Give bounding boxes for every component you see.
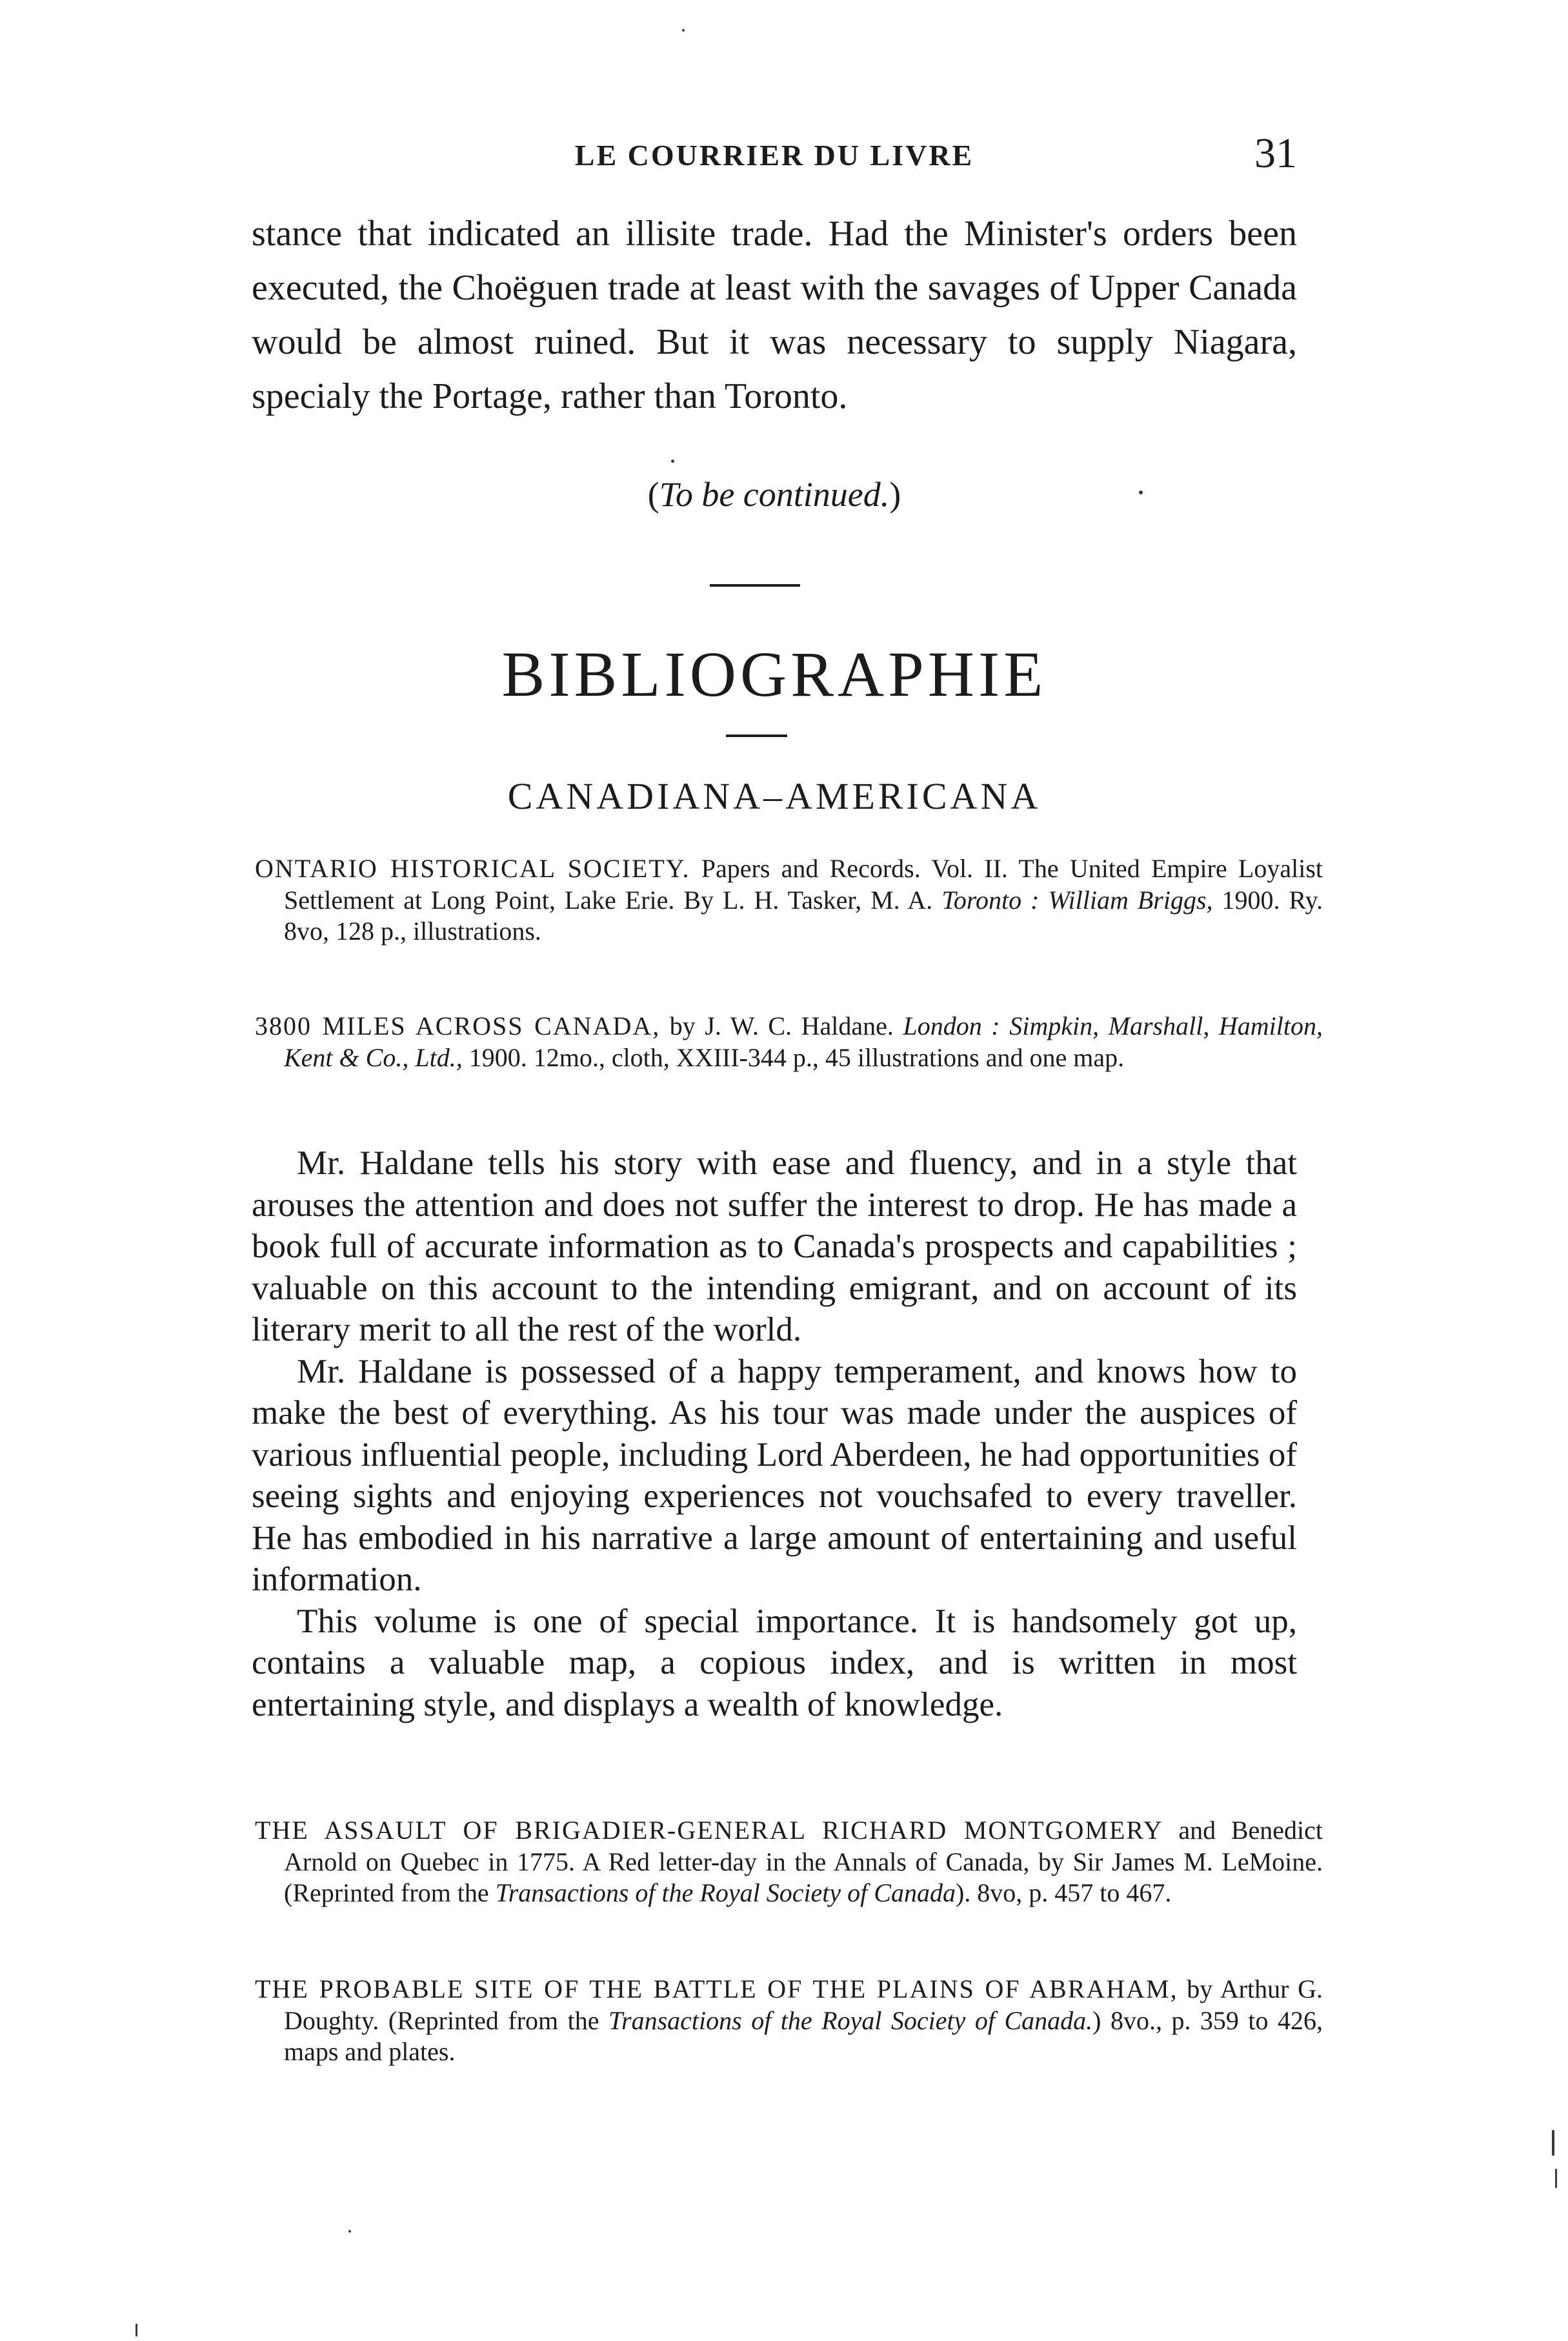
entry-heading: THE ASSAULT OF BRIGADIER-GENERAL RICHARD MONTGOMERY xyxy=(255,1816,1163,1845)
continuation-paragraph: stance that indicated an illisite trade. Had the Minister's orders been executed, the Choëguen trade at least with the savages of Upper Canada would be almost ruined. But it was necessary to supply Niagara, specialy the Portage, rather than Toronto. xyxy=(252,214,1297,416)
entry-place: Toronto : xyxy=(941,885,1040,915)
entry-text: ). 8vo, p. 457 to 467. xyxy=(955,1878,1172,1908)
entry-text: Papers and Records. Vol. II. The United Empire Loyalist Settlement at Long Point, Lake Erie. By L. H. Tasker, M. A. xyxy=(284,854,1323,915)
section-divider-top xyxy=(710,584,800,587)
review-paragraph: This volume is one of special importance. It is handsomely got up, contains a valuable map, a copious index, and is written in most entertaining style, and displays a wealth of knowledge. xyxy=(252,1602,1297,1723)
bibliography-entry xyxy=(255,1974,1323,2068)
review-paragraph: Mr. Haldane tells his story with ease and fluency, and in a style that arouses the attention and does not suffer the interest to drop. He has made a book full of accurate information as to Canada's prospects and capabilities ; valuable on this account to the intending emigrant, and on account of its literary merit to all the rest of the world. xyxy=(252,1144,1297,1348)
continued-note xyxy=(252,474,1297,514)
running-head xyxy=(252,129,1297,181)
bibliography-entry xyxy=(255,853,1323,948)
entry-italic-title: Transactions of the Royal Society of Canada xyxy=(495,1878,956,1908)
continuation-block xyxy=(252,207,1297,423)
continued-open-paren: ( xyxy=(647,475,659,514)
entry-heading: 3800 MILES ACROSS CANADA, xyxy=(255,1011,661,1040)
entry-publisher: William Briggs, xyxy=(1048,885,1213,915)
entry-space xyxy=(1039,886,1048,915)
entry-space xyxy=(1000,1011,1010,1040)
review-block xyxy=(252,1142,1297,1725)
paper-speck xyxy=(1555,2169,1557,2188)
subsection-title: CANADIANA–AMERICANA xyxy=(507,775,1041,817)
entry-heading: ONTARIO HISTORICAL SOCIETY. xyxy=(255,854,690,883)
paper-speck xyxy=(136,2324,137,2336)
entry-italic-title: Transactions of the Royal Society of Canada. xyxy=(608,2005,1093,2035)
entry-text: by Arthur G. Doughty. (Reprinted from the xyxy=(284,1974,1323,2035)
page-number: 31 xyxy=(1254,130,1297,177)
continued-close-paren: ) xyxy=(889,475,901,514)
paper-speck xyxy=(671,460,674,463)
paper-speck xyxy=(1139,491,1143,494)
bibliography-entry xyxy=(255,1011,1323,1073)
paper-speck xyxy=(1552,2130,1554,2156)
running-title: LE COURRIER DU LIVRE xyxy=(574,139,974,172)
review-paragraph: Mr. Haldane is possessed of a happy temperament, and knows how to make the best of everything. As his tour was made under the auspices of various influential people, including Lord Aberdeen, he had opportunities of seeing sights and enjoying experiences not vouchsafed to every traveller. He has embodied in his narrative a large amount of entertaining and useful information. xyxy=(252,1352,1297,1598)
entry-text: and Benedict Arnold on Quebec in 1775. A Red letter-day in the Annals of Canada, by Sir James M. LeMoine. (Reprinted from the xyxy=(284,1816,1323,1908)
section-divider-bottom xyxy=(726,735,787,737)
paper-speck xyxy=(682,29,685,32)
entry-text: by J. W. C. Haldane. xyxy=(660,1011,903,1040)
section-title: BIBLIOGRAPHIE xyxy=(501,638,1047,710)
entry-publisher: Simpkin, Marshall, Hamilton, Kent & Co., Ltd., xyxy=(284,1011,1323,1072)
continued-text: To be continued. xyxy=(659,475,890,514)
entry-text: 1900. Ry. 8vo, 128 p., illustrations. xyxy=(284,885,1323,946)
entry-text: 1900. 12mo., cloth, XXIII-344 p., 45 illustrations and one map. xyxy=(462,1042,1125,1072)
entry-heading: THE PROBABLE SITE OF THE BATTLE OF THE PLAINS OF ABRAHAM, xyxy=(255,1974,1178,2003)
entry-place: London : xyxy=(903,1011,1000,1040)
entry-text: ) 8vo., p. 359 to 426, maps and plates. xyxy=(284,2005,1323,2067)
paper-speck xyxy=(348,2230,351,2233)
bibliography-entry xyxy=(255,1815,1323,1909)
